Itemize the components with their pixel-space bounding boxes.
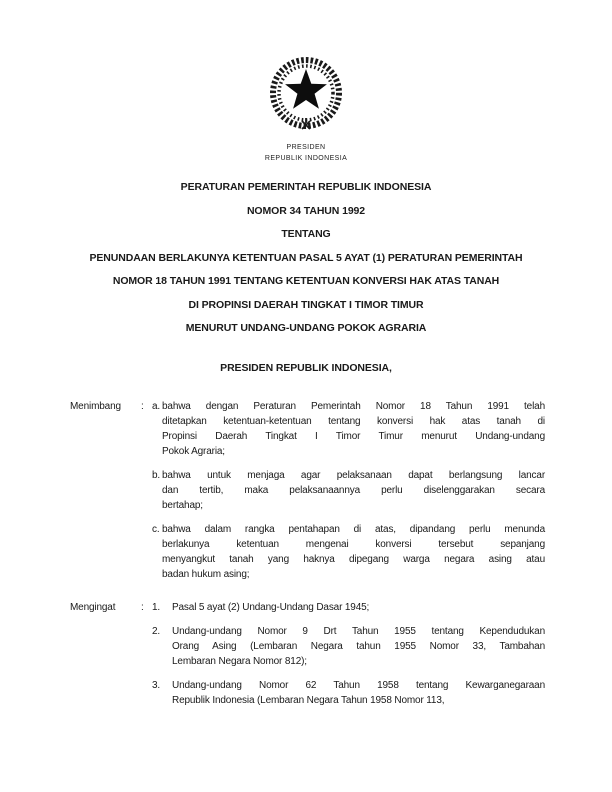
list-item: [152, 678, 545, 708]
item-marker: 1.: [152, 602, 161, 613]
section-menimbang: [70, 399, 545, 582]
section-items: [152, 600, 545, 708]
item-marker: 2.: [152, 626, 161, 637]
title-line-5: NOMOR 18 TAHUN 1991 TENTANG KETENTUAN KONVERSI HAK ATAS TANAH: [112, 275, 500, 287]
text-line: berlakunya ketentuan mengenai konversi tersebut sepanjang: [162, 539, 545, 550]
text-line: bahwa untuk menjaga agar pelaksanaan dapat berlangsung lancar: [162, 470, 545, 481]
item-marker: 3.: [152, 680, 161, 691]
document-body: [70, 399, 545, 708]
presidential-emblem: [266, 53, 346, 133]
star-wreath-icon: [266, 53, 346, 133]
document-title: [36, 176, 576, 341]
text-line: bertahap;: [162, 500, 203, 511]
section-items: [152, 399, 545, 582]
section-label: Mengingat: [70, 602, 116, 613]
title-line-3: TENTANG: [281, 228, 331, 240]
text-line: ditetapkan ketentuan-ketentuan tentang konversi hak atas tanah di: [162, 416, 545, 427]
list-item: [152, 399, 545, 459]
item-text: [162, 399, 545, 459]
item-text: [162, 468, 545, 513]
title-line-4: PENUNDAAN BERLAKUNYA KETENTUAN PASAL 5 AYAT (1) PERATURAN PEMERINTAH: [89, 251, 523, 264]
star-icon: [285, 69, 327, 109]
text-line: Pokok Agraria;: [162, 446, 225, 457]
title-line-6: DI PROPINSI DAERAH TINGKAT I TIMOR TIMUR: [188, 298, 424, 311]
item-marker: a.: [152, 401, 161, 412]
text-line: menyangkut tanah yang haknya dipegang warga negara asing atau: [162, 554, 545, 565]
item-text: [172, 678, 545, 708]
title-line-1: PERATURAN PEMERINTAH REPUBLIK INDONESIA: [180, 181, 432, 193]
salutation: PRESIDEN REPUBLIK INDONESIA,: [220, 362, 392, 374]
list-item: [152, 600, 545, 615]
text-line: Pasal 5 ayat (2) Undang-Undang Dasar 1945;: [172, 602, 370, 613]
item-marker: b.: [152, 470, 161, 481]
list-item: [152, 468, 545, 513]
list-item: [152, 624, 545, 669]
text-line: dan tertib, maka pelaksanaannya perlu diselenggarakan secara: [162, 485, 545, 496]
list-item: [152, 522, 545, 582]
text-line: bahwa dalam rangka pentahapan di atas, dipandang perlu menunda: [162, 524, 545, 535]
text-line: bahwa dengan Peraturan Pemerintah Nomor 18 Tahun 1991 telah: [162, 401, 545, 412]
section-colon: :: [141, 401, 144, 412]
letterhead-presiden: PRESIDEN: [286, 144, 326, 151]
title-line-2: NOMOR 34 TAHUN 1992: [246, 204, 366, 217]
item-marker: c.: [152, 524, 160, 535]
item-text: [172, 600, 545, 615]
text-line: Lembaran Negara Nomor 812);: [172, 656, 307, 667]
section-colon: :: [141, 602, 144, 613]
section-label: Menimbang: [70, 401, 121, 412]
section-mengingat: [70, 600, 545, 708]
item-text: [162, 522, 545, 582]
text-line: Republik Indonesia (Lembaran Negara Tahun 1958 Nomor 113,: [172, 695, 445, 706]
text-line: badan hukum asing;: [162, 569, 250, 580]
title-line-7: MENURUT UNDANG-UNDANG POKOK AGRARIA: [185, 322, 427, 334]
text-line: Propinsi Daerah Tingkat I Timor Timur menurut Undang-undang: [162, 431, 545, 442]
letterhead-republik-indonesia: REPUBLIK INDONESIA: [264, 155, 348, 162]
letterhead: [0, 142, 612, 164]
text-line: Orang Asing (Lembaran Negara tahun 1955 Nomor 33, Tambahan: [172, 641, 545, 652]
text-line: Undang-undang Nomor 62 Tahun 1958 tentang Kewarganegaraan: [172, 680, 545, 691]
text-line: Undang-undang Nomor 9 Drt Tahun 1955 tentang Kependudukan: [172, 626, 545, 637]
item-text: [172, 624, 545, 669]
